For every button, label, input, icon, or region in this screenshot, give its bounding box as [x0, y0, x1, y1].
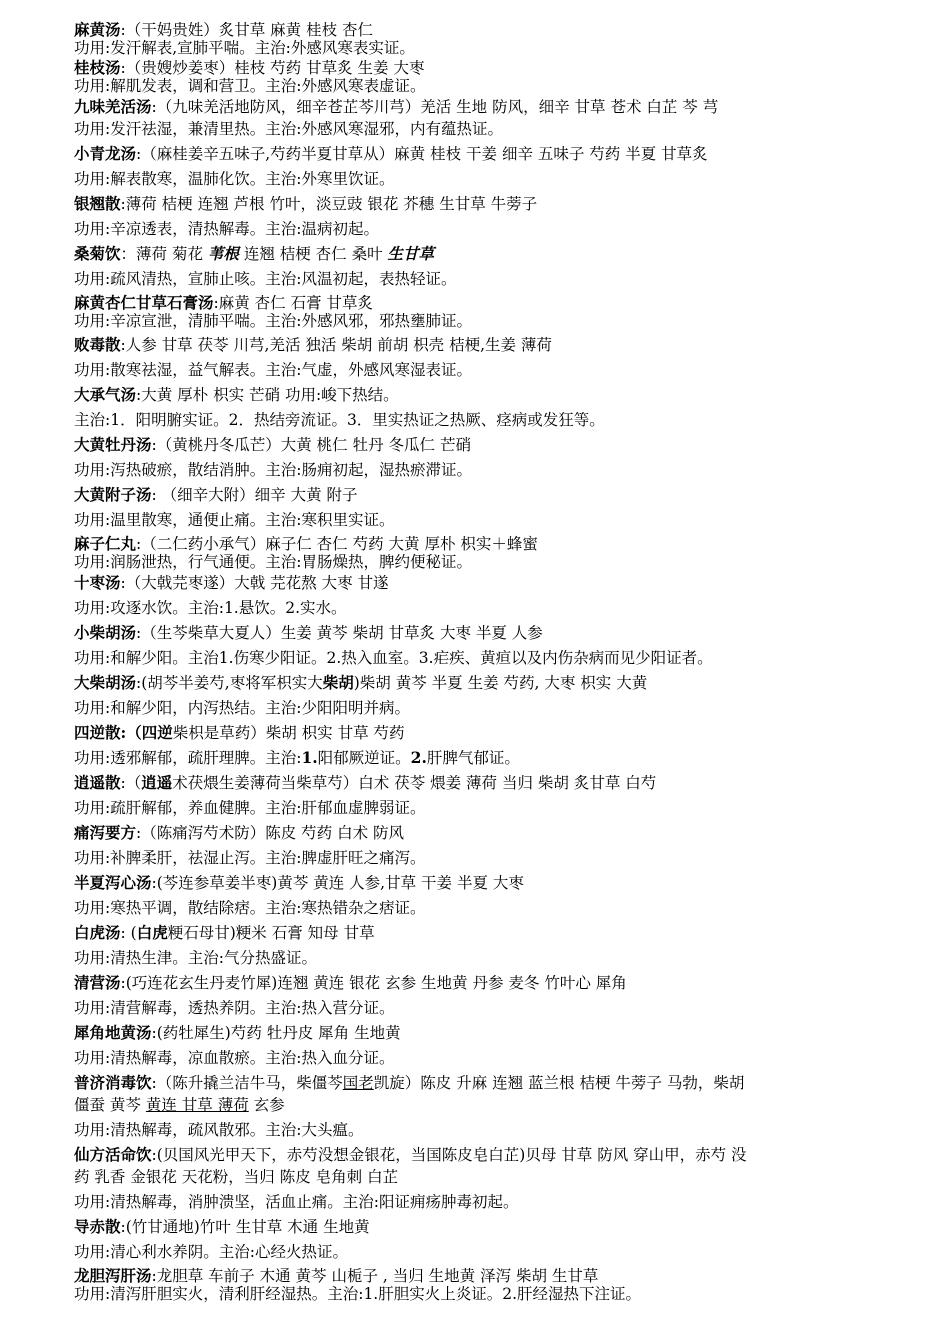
function-text: 功用:清心利水养阴。主治:心经火热证。 [74, 1243, 348, 1261]
formula-title-dahuangmudan [74, 434, 890, 456]
formula-function [74, 459, 890, 481]
function-text: 功用:清热解毒，疏风散邪。主治:大头瘟。 [74, 1121, 364, 1139]
formula-ingredients: :(巧连花玄生丹麦竹犀)连翘 黄连 银花 玄参 生地黄 丹参 麦冬 竹叶心 犀角 [120, 974, 627, 992]
formula-ingredients: 玄参 [248, 1096, 285, 1114]
formula-title-baihu [74, 922, 890, 944]
function-text: 功用:清热生津。主治:气分热盛证。 [74, 949, 317, 967]
function-text: 功用:泻热破瘀，散结消肿。主治:肠痈初起，湿热瘀滞证。 [74, 461, 472, 479]
formula-ingredients: :（麻桂姜辛五味子,芍药半夏甘草从）麻黄 桂枝 干姜 细辛 五味子 芍药 半夏 甘草炙 [136, 145, 708, 163]
formula-title-dachaihu [74, 672, 890, 694]
formula-ingredients: 粳石母甘)粳米 石膏 知母 甘草 [167, 924, 375, 942]
formula-ingredients: 术茯煨生姜薄荷当柴草芍）白术 茯苓 煨姜 薄荷 当归 柴胡 炙甘草 白芍 [172, 774, 657, 792]
formula-name: 小青龙汤 [74, 144, 137, 163]
emphasized-herb: 柴胡 [322, 673, 354, 692]
formula-title-puji [74, 1072, 890, 1094]
formula-function [74, 39, 890, 58]
function-text: 功用:清热解毒，消肿溃坚，活血止痛。主治:阳证痈疡肿毒初起。 [74, 1193, 519, 1211]
function-text: 功用:散寒祛湿，益气解表。主治:气虚，外感风寒湿表证。 [74, 361, 472, 379]
formula-ingredients: ：薄荷 菊花 [120, 245, 208, 263]
formula-function [74, 797, 890, 819]
function-text: 功用:疏肝解郁，养血健脾。主治:肝郁血虚脾弱证。 [74, 799, 426, 817]
formula-ingredients: :大黄 厚朴 枳实 芒硝 功用:峻下热结。 [136, 386, 399, 404]
function-text: 功用:清热解毒，凉血散瘀。主治:热入血分证。 [74, 1049, 395, 1067]
list-number: 1. [301, 748, 318, 767]
formula-title-xiaoyao [74, 772, 890, 794]
formula-function [74, 997, 890, 1019]
formula-name: 大承气汤 [74, 385, 137, 404]
formula-function [74, 168, 890, 190]
formula-ingredients: :（贵嫂炒姜枣）桂枝 芍药 甘草炙 生姜 大枣 [120, 59, 425, 77]
function-text: 功用:辛凉透表，清热解毒。主治:温病初起。 [74, 220, 379, 238]
formula-title-maziren [74, 534, 890, 553]
formula-function [74, 597, 890, 619]
formula-ingredients: )柴胡 黄芩 半夏 生姜 芍药, 大枣 枳实 大黄 [353, 674, 648, 692]
formula-ingredients: 柴枳是草药）柴胡 枳实 甘草 芍药 [172, 724, 405, 742]
formula-ingredients: :(竹甘通地)竹叶 生甘草 木通 生地黄 [120, 1218, 370, 1236]
formula-ingredients: : （细辛大附）细辛 大黄 附子 [151, 486, 358, 504]
formula-function [74, 947, 890, 969]
formula-title-dachengqi [74, 384, 890, 406]
formula-name: 龙胆泻肝汤 [74, 1266, 152, 1285]
emphasized-mnemonic: 白虎 [136, 923, 168, 942]
formula-ingredients: :（陈痛泻芍术防）陈皮 芍药 白术 防风 [136, 824, 405, 842]
formula-ingredients: :麻黄 杏仁 石膏 甘草炙 [213, 294, 374, 312]
function-text: 功用:攻逐水饮。主治:1.悬饮。2.实水。 [74, 599, 347, 617]
formula-title-daochi [74, 1216, 890, 1238]
formula-function [74, 697, 890, 719]
formula-function [74, 218, 890, 240]
formula-title-xijiaodihuang [74, 1022, 890, 1044]
formula-name: 清营汤 [74, 973, 121, 992]
formula-function [74, 509, 890, 531]
formula-function [74, 553, 890, 572]
emphasized-herb: 苇根 [207, 244, 239, 263]
function-text: 功用:辛凉宣泄，清肺平喘。主治:外感风邪，邪热壅肺证。 [74, 312, 472, 330]
formula-ingredients: :（二仁药小承气）麻子仁 杏仁 芍药 大黄 厚朴 枳实＋蜂蜜 [136, 535, 538, 553]
formula-title-tongxie [74, 822, 890, 844]
emphasized-mnemonic: :（四逆 [120, 723, 173, 742]
function-text: 功用:和解少阳，内泻热结。主治:少阳阳明并病。 [74, 699, 410, 717]
formula-ingredients: :（大戟芫枣遂）大戟 芫花熬 大枣 甘遂 [120, 574, 389, 592]
formula-name: 九味羌活汤 [74, 97, 152, 116]
formula-title-guizhi [74, 58, 890, 77]
formula-ingredients: :(芩连参草姜半枣)黄芩 黄连 人参,甘草 干姜 半夏 大枣 [151, 874, 524, 892]
formula-function [74, 312, 890, 331]
formula-name: 逍遥散 [74, 773, 121, 792]
formula-function [74, 77, 890, 96]
formula-name: 大黄附子汤 [74, 485, 152, 504]
formula-ingredients: :（黄桃丹冬瓜芒）大黄 桃仁 牡丹 冬瓜仁 芒硝 [151, 436, 471, 454]
formula-ingredients: 药 乳香 金银花 天花粉，当归 陈皮 皂角刺 白芷 [74, 1168, 399, 1186]
formula-title-baidu [74, 334, 890, 356]
formula-name: 麻黄汤 [74, 20, 121, 39]
formula-title-banxiaxiexin [74, 872, 890, 894]
formula-name: 小柴胡汤 [74, 623, 137, 642]
formula-ingredients-continued [74, 1166, 890, 1188]
formula-name: 败毒散 [74, 335, 121, 354]
function-text: 功用:疏风清热，宣肺止咳。主治:风温初起，表热轻证。 [74, 270, 457, 288]
formula-title-longdan [74, 1266, 890, 1285]
formula-ingredients: :人参 甘草 茯苓 川芎,羌活 独活 柴胡 前胡 枳壳 桔梗,生姜 薄荷 [120, 336, 552, 354]
formula-name: 麻子仁丸 [74, 534, 137, 553]
formula-function [74, 1285, 890, 1304]
formula-title-qingying [74, 972, 890, 994]
formula-title-xiaochaihu [74, 622, 890, 644]
function-text: 功用:解肌发表，调和营卫。主治:外感风寒表虚证。 [74, 77, 426, 95]
formula-function [74, 1119, 890, 1141]
formula-name: 普济消毒饮 [74, 1073, 152, 1092]
formula-function [74, 847, 890, 869]
formula-function [74, 268, 890, 290]
formula-name: 犀角地黄汤 [74, 1023, 152, 1042]
formula-ingredients: :(贝国风光甲天下，赤芍没想金银花，当国陈皮皂白芷)贝母 甘草 防风 穿山甲，赤芍 没 [151, 1146, 747, 1164]
formula-name: 白虎汤 [74, 923, 121, 942]
formula-title-maxingshigan [74, 293, 890, 312]
formula-function [74, 1241, 890, 1263]
formula-ingredients: :（干妈贵姓）炙甘草 麻黄 桂枝 杏仁 [120, 21, 374, 39]
function-text: 功用:补脾柔肝，祛湿止泻。主治:脾虚肝旺之痛泻。 [74, 849, 426, 867]
formula-ingredients: : ( [120, 924, 137, 942]
function-text: 功用:发汗解表,宣肺平喘。主治:外感风寒表实证。 [74, 39, 415, 57]
formula-ingredients: 连翘 桔梗 杏仁 桑叶 [238, 245, 388, 263]
formula-name: 大柴胡汤 [74, 673, 137, 692]
formula-name: 半夏泻心汤 [74, 873, 152, 892]
formula-name: 仙方活命饮 [74, 1145, 152, 1164]
formula-title-shizao [74, 572, 890, 594]
formula-ingredients: :龙胆草 车前子 木通 黄芩 山栀子 , 当归 生地黄 泽泻 柴胡 生甘草 [151, 1267, 599, 1285]
function-text: 功用:解表散寒，温肺化饮。主治:外寒里饮证。 [74, 170, 395, 188]
function-text: 功用:寒热平调，散结除痞。主治:寒热错杂之痞证。 [74, 899, 426, 917]
function-text: 肝脾气郁证。 [426, 749, 520, 767]
formula-ingredients: :薄荷 桔梗 连翘 芦根 竹叶，淡豆豉 银花 芥穗 生甘草 牛蒡子 [120, 195, 538, 213]
formula-name: 大黄牡丹汤 [74, 435, 152, 454]
function-text: 功用:温里散寒，通便止痛。主治:寒积里实证。 [74, 511, 395, 529]
formula-name: 痛泻要方 [74, 823, 137, 842]
function-text: 功用:清营解毒，透热养阴。主治:热入营分证。 [74, 999, 395, 1017]
formula-title-sangju [74, 243, 890, 265]
formula-title-yinqiao [74, 193, 890, 215]
formula-ingredients: 凯旋）陈皮 升麻 连翘 蓝兰根 桔梗 牛蒡子 马勃，柴胡 [373, 1074, 745, 1092]
formula-ingredients: :（ [120, 774, 142, 792]
formula-name: 银翘散 [74, 194, 121, 213]
underlined-herbs: 黄连 甘草 薄荷 [145, 1096, 249, 1114]
formula-ingredients: :（陈升撬兰洁牛马，柴僵芩 [151, 1074, 343, 1092]
formula-name: 麻黄杏仁甘草石膏汤 [74, 293, 214, 312]
formula-title-mahuang [74, 20, 890, 39]
formula-title-jiuwei [74, 96, 890, 118]
formula-indication [74, 409, 890, 431]
indication-text: 主治:1．阳明腑实证。2．热结旁流证。3．里实热证之热厥、痉病或发狂等。 [74, 411, 605, 429]
function-text: 功用:透邪解郁，疏肝理脾。主治: [74, 749, 302, 767]
formula-function [74, 647, 890, 669]
function-text: 功用:清泻肝胆实火，清利肝经湿热。主治:1.肝胆实火上炎证。2.肝经湿热下注证。 [74, 1285, 642, 1303]
formula-function [74, 897, 890, 919]
underlined-mnemonic: 国老 [342, 1074, 374, 1092]
formula-name: 导赤散 [74, 1217, 121, 1236]
formula-function [74, 747, 890, 769]
formula-title-xianfang [74, 1144, 890, 1166]
formula-ingredients: :(药牡犀生)芍药 牡丹皮 犀角 生地黄 [151, 1024, 401, 1042]
formula-function [74, 1047, 890, 1069]
function-text: 功用:发汗祛湿，兼清里热。主治:外感风寒湿邪，内有蕴热证。 [74, 120, 503, 138]
formula-ingredients: :(胡芩半姜芍,枣将军枳实大 [136, 674, 323, 692]
formula-name: 桂枝汤 [74, 58, 121, 77]
function-text: 功用:和解少阳。主治1.伤寒少阳证。2.热入血室。3.疟疾、黄疸以及内伤杂病而见少阳证者。 [74, 649, 713, 667]
formula-function [74, 359, 890, 381]
formula-ingredients: :（九味羌活地防风，细辛苍芷芩川芎）羌活 生地 防风，细辛 甘草 苍术 白芷 芩 芎 [151, 98, 719, 116]
formula-function [74, 118, 890, 140]
formula-title-sini [74, 722, 890, 744]
formula-title-xiaoqinglong [74, 143, 890, 165]
emphasized-herb: 生甘草 [387, 244, 435, 263]
emphasized-mnemonic: 逍遥 [141, 773, 173, 792]
list-number: 2. [410, 748, 427, 767]
formula-name: 四逆散 [74, 723, 121, 742]
function-text: 功用:润肠泄热，行气通便。主治:胃肠燥热，脾约便秘证。 [74, 553, 472, 571]
formula-name: 十枣汤 [74, 573, 121, 592]
formula-ingredients: 僵蚕 黄芩 [74, 1096, 146, 1114]
formula-name: 桑菊饮 [74, 244, 121, 263]
function-text: 阳郁厥逆证。 [317, 749, 411, 767]
formula-title-dahuangfuzi [74, 484, 890, 506]
formula-function [74, 1191, 890, 1213]
formula-ingredients: :（生芩柴草大夏人）生姜 黄芩 柴胡 甘草炙 大枣 半夏 人参 [136, 624, 543, 642]
formula-ingredients-continued [74, 1094, 890, 1116]
